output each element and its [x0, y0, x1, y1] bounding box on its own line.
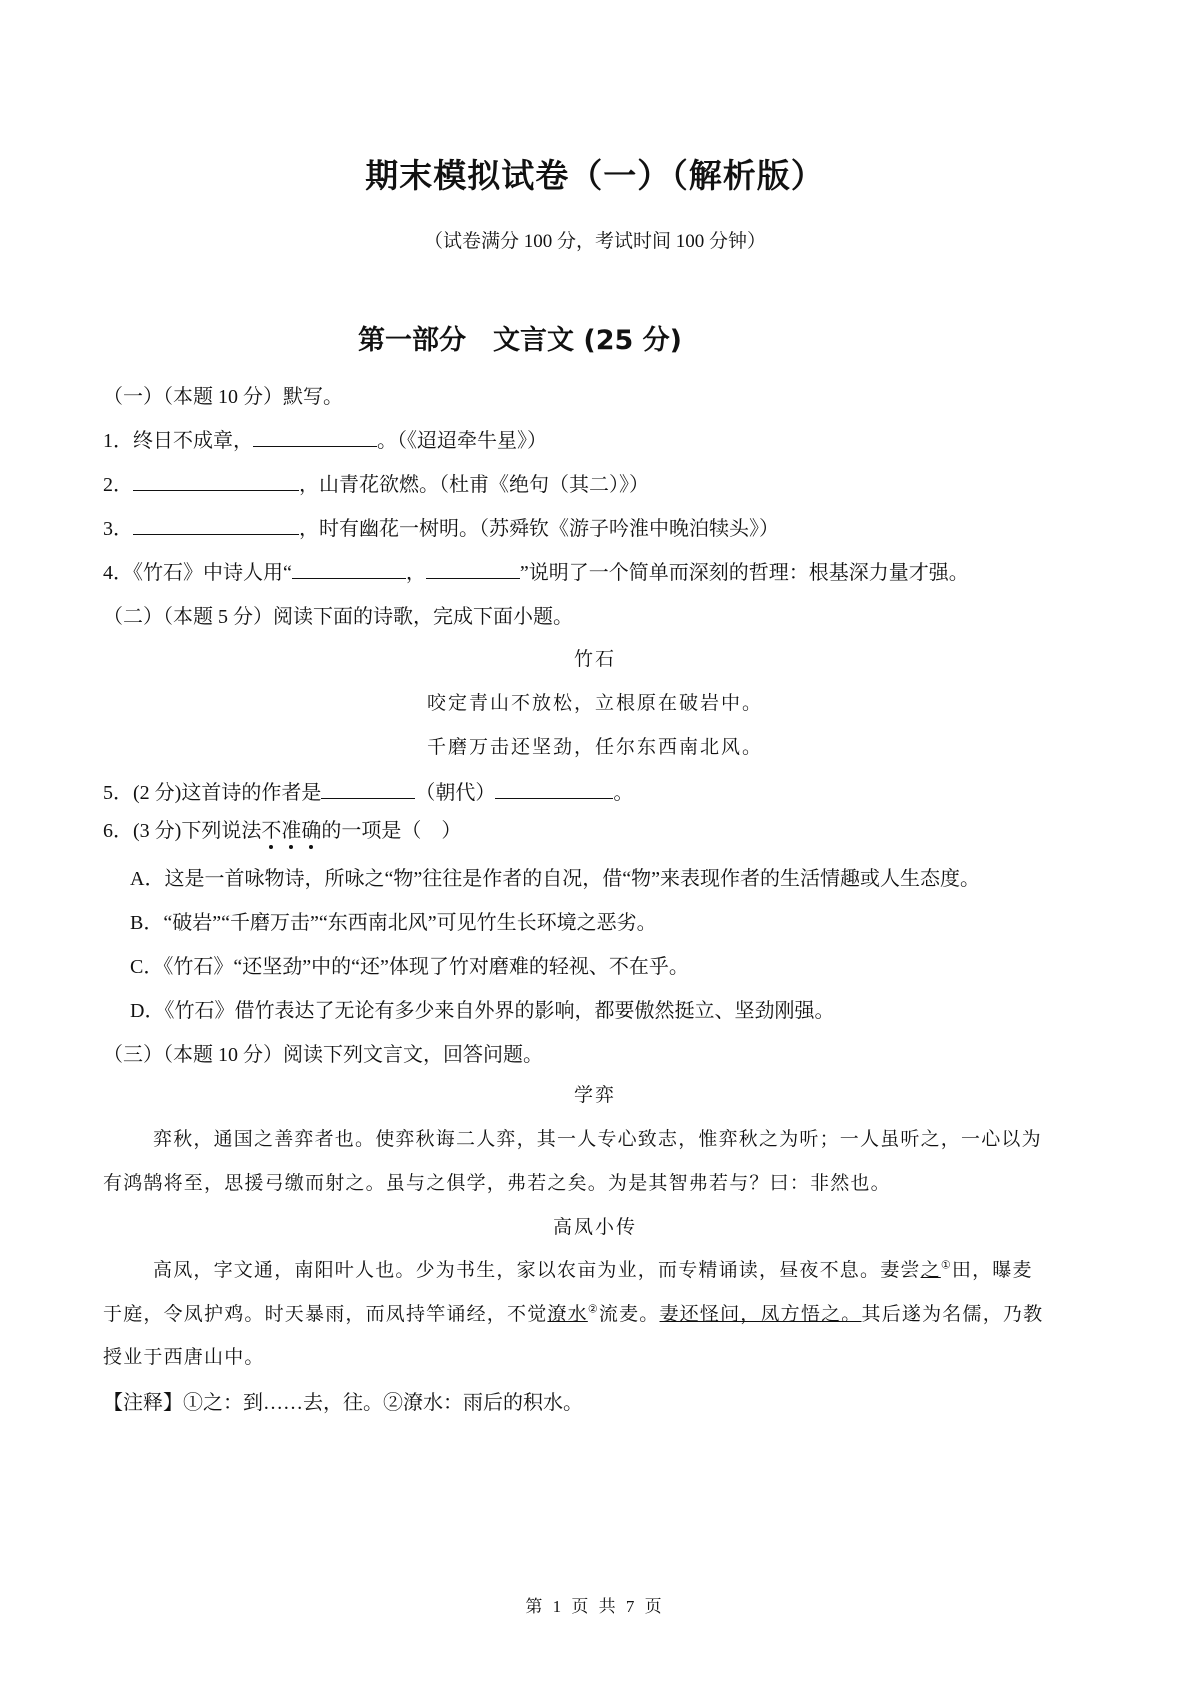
passage1-title: 学弈: [573, 1085, 616, 1106]
passage2-line-3: 授业于西唐山中。: [103, 1347, 265, 1368]
option-d[interactable]: D．《竹石》借竹表达了无论有多少来自外界的影响，都要傲然挺立、坚劲刚强。: [130, 1000, 835, 1022]
part2-heading: （二）（本题 5 分）阅读下面的诗歌，完成下面小题。: [103, 606, 573, 628]
q5-dynasty-blank[interactable]: [495, 780, 613, 799]
option-c[interactable]: C．《竹石》“还坚劲”中的“还”体现了竹对磨难的轻视、不在乎。: [130, 956, 689, 978]
part3-heading: （三）（本题 10 分）阅读下列文言文，回答问题。: [103, 1044, 543, 1066]
q2-answer-blank[interactable]: [133, 472, 299, 491]
poem-line-2: 千磨万击还坚劲，任尔东西南北风。: [426, 737, 763, 758]
passage2-text: 其后遂为名儒，乃教: [861, 1304, 1044, 1325]
q5-author-blank[interactable]: [321, 780, 415, 799]
question-2: [103, 468, 649, 497]
poem-line-1: 咬定青山不放松，立根原在破岩中。: [426, 693, 763, 714]
question-6: [103, 814, 461, 843]
q6-emphasis-char-3: 确: [301, 820, 322, 842]
passage2-line-2: [103, 1299, 1043, 1326]
question-3: [103, 512, 779, 541]
passage2-title: 高凤小传: [552, 1217, 637, 1238]
q6-emphasis-char-2: 准: [281, 820, 302, 842]
q1-suffix: 。（《迢迢牵牛星》）: [377, 430, 547, 452]
q2-prefix: 2．: [103, 474, 133, 496]
passage2-text: 田，曝麦: [951, 1260, 1033, 1281]
passage1-line-2: 有鸿鹄将至，思援弓缴而射之。虽与之俱学，弗若之矣。为是其智弗若与？曰：非然也。: [103, 1173, 891, 1194]
q5-prefix: 5．(2 分)这首诗的作者是: [103, 782, 322, 804]
q1-prefix: 1．终日不成章，: [103, 430, 253, 452]
q5-suffix: 。: [613, 782, 634, 804]
q6-suffix: 的一项是（ ）: [321, 820, 462, 842]
q3-suffix: ，时有幽花一树明。（苏舜钦《游子吟淮中晚泊犊头》）: [299, 518, 779, 540]
q2-suffix: ，山青花欲燃。（杜甫《绝句（其二）》）: [299, 474, 649, 496]
passage2-text: 高凤，字文通，南阳叶人也。少为书生，家以农亩为业，而专精诵读，昼夜不息。妻尝: [153, 1260, 921, 1281]
underlined-sentence: 妻还怪问，凤方悟之。: [659, 1304, 862, 1325]
q4-prefix: 4．《竹石》中诗人用“: [103, 562, 292, 584]
passage1-line-1: 弈秋，通国之善弈者也。使弈秋诲二人弈，其一人专心致志，惟弈秋之为听；一人虽听之，一心以为: [153, 1129, 1042, 1150]
q6-emphasis-char-1: 不: [261, 820, 282, 842]
underlined-word-laoshui: 潦水: [547, 1304, 588, 1325]
question-5: [103, 776, 633, 805]
q4-answer-blank-1[interactable]: [292, 560, 406, 579]
exam-info: （试卷满分 100 分，考试时间 100 分钟）: [423, 231, 766, 252]
poem-title: 竹石: [573, 649, 616, 670]
q4-mid: ，: [405, 562, 426, 584]
passage2-line-1: [153, 1255, 1033, 1282]
passage2-text: 流麦。: [598, 1304, 660, 1325]
q6-prefix: 6．(3 分)下列说法: [103, 820, 262, 842]
q4-suffix: ”说明了一个简单而深刻的哲理：根基深力量才强。: [519, 562, 969, 584]
q3-answer-blank[interactable]: [133, 516, 299, 535]
option-a[interactable]: A．这是一首咏物诗，所咏之“物”往往是作者的自况，借“物”来表现作者的生活情趣或人生态度。: [130, 868, 980, 890]
part1-heading: （一）（本题 10 分）默写。: [103, 386, 343, 408]
passage2-text: 于庭，令凤护鸡。时天暴雨，而凤持竿诵经，不觉: [103, 1304, 548, 1325]
q4-answer-blank-2[interactable]: [426, 560, 520, 579]
q1-answer-blank[interactable]: [253, 428, 377, 447]
section-heading: 第一部分 文言文 (25 分): [357, 325, 683, 356]
question-4: [103, 556, 969, 585]
question-1: [103, 424, 547, 453]
q5-mid: （朝代）: [415, 782, 496, 804]
footnote-marker-1: ①: [940, 1259, 952, 1272]
footnote-marker-2: ②: [587, 1303, 599, 1316]
q3-prefix: 3．: [103, 518, 133, 540]
option-b[interactable]: B．“破岩”“千磨万击”“东西南北风”可见竹生长环境之恶劣。: [130, 912, 657, 934]
page-title: 期末模拟试卷（一）（解析版）: [365, 156, 825, 195]
underlined-word-zhi: 之: [920, 1260, 941, 1281]
annotation-note: 【注释】①之：到……去，往。②潦水：雨后的积水。: [103, 1392, 583, 1414]
page-number: 第 1 页 共 7 页: [525, 1597, 665, 1616]
